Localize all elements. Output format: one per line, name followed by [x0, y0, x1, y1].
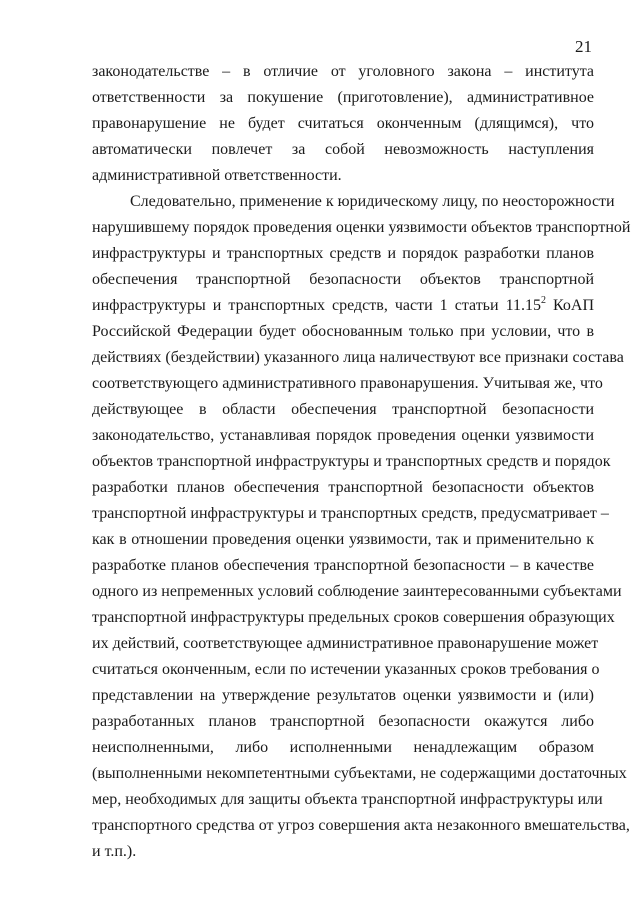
text-line: разработке планов обеспечения транспортной безопасности – в качестве	[92, 557, 594, 574]
text-line: правонарушение не будет считаться оконченным (длящимся), что	[92, 115, 594, 132]
text-line: нарушившему порядок проведения оценки уязвимости объектов транспортной	[92, 219, 631, 236]
text-line-with-footnote	[92, 293, 594, 319]
document-body	[92, 59, 631, 865]
text-line: одного из непременных условий соблюдение заинтересованными субъектами	[92, 583, 622, 600]
text-line: мер, необходимых для защиты объекта транспортной инфраструктуры или	[92, 791, 603, 808]
text-line: разработанных планов транспортной безопасности окажутся либо	[92, 713, 594, 730]
text-line: объектов транспортной инфраструктуры и транспортных средств и порядок	[92, 453, 611, 470]
text-line: как в отношении проведения оценки уязвимости, так и применительно к	[92, 531, 594, 548]
text-line: Следовательно, применение к юридическому лицу, по неосторожности	[130, 193, 615, 210]
text-line: инфраструктуры и транспортных средств и порядок разработки планов	[92, 245, 594, 262]
paragraph-2	[92, 189, 631, 865]
text-line: автоматически повлечет за собой невозможность наступления	[92, 141, 594, 158]
text-line: представлении на утверждение результатов оценки уязвимости и (или)	[92, 687, 594, 704]
text-line: законодательство, устанавливая порядок проведения оценки уязвимости	[92, 427, 594, 444]
text-line: обеспечения транспортной безопасности объектов транспортной	[92, 271, 594, 288]
text-line: разработки планов обеспечения транспортной безопасности объектов	[92, 479, 594, 496]
text-line: законодательстве – в отличие от уголовного закона – института	[92, 63, 594, 80]
text-line: Российской Федерации будет обоснованным только при условии, что в	[92, 323, 594, 340]
text-line: действиях (бездействии) указанного лица наличествуют все признаки состава	[92, 349, 624, 366]
text-segment: КоАП	[545, 297, 594, 314]
text-line: их действий, соответствующее административное правонарушение может	[92, 635, 599, 652]
paragraph-1	[92, 59, 594, 189]
superscript-number: 2	[540, 295, 546, 306]
page-number: 21	[575, 37, 592, 56]
text-line: соответствующего административного правонарушения. Учитывая же, что	[92, 375, 603, 392]
text-line: (выполненными некомпетентными субъектами, не содержащими достаточных	[92, 765, 627, 782]
text-line: административной ответственности.	[92, 167, 342, 184]
text-line: транспортного средства от угроз совершения акта незаконного вмешательства,	[92, 817, 630, 834]
text-segment: инфраструктуры и транспортных средств, части 1 статьи 11.15	[92, 297, 541, 314]
text-line: транспортной инфраструктуры и транспортных средств, предусматривает –	[92, 505, 609, 522]
text-line: ответственности за покушение (приготовление), административное	[92, 89, 594, 106]
text-line: действующее в области обеспечения транспортной безопасности	[92, 401, 594, 418]
text-line: неисполненными, либо исполненными ненадлежащим образом	[92, 739, 594, 756]
text-line: транспортной инфраструктуры предельных сроков совершения образующих	[92, 609, 615, 626]
text-line: считаться оконченным, если по истечении указанных сроков требования о	[92, 661, 600, 678]
text-line: и т.п.).	[92, 843, 137, 860]
